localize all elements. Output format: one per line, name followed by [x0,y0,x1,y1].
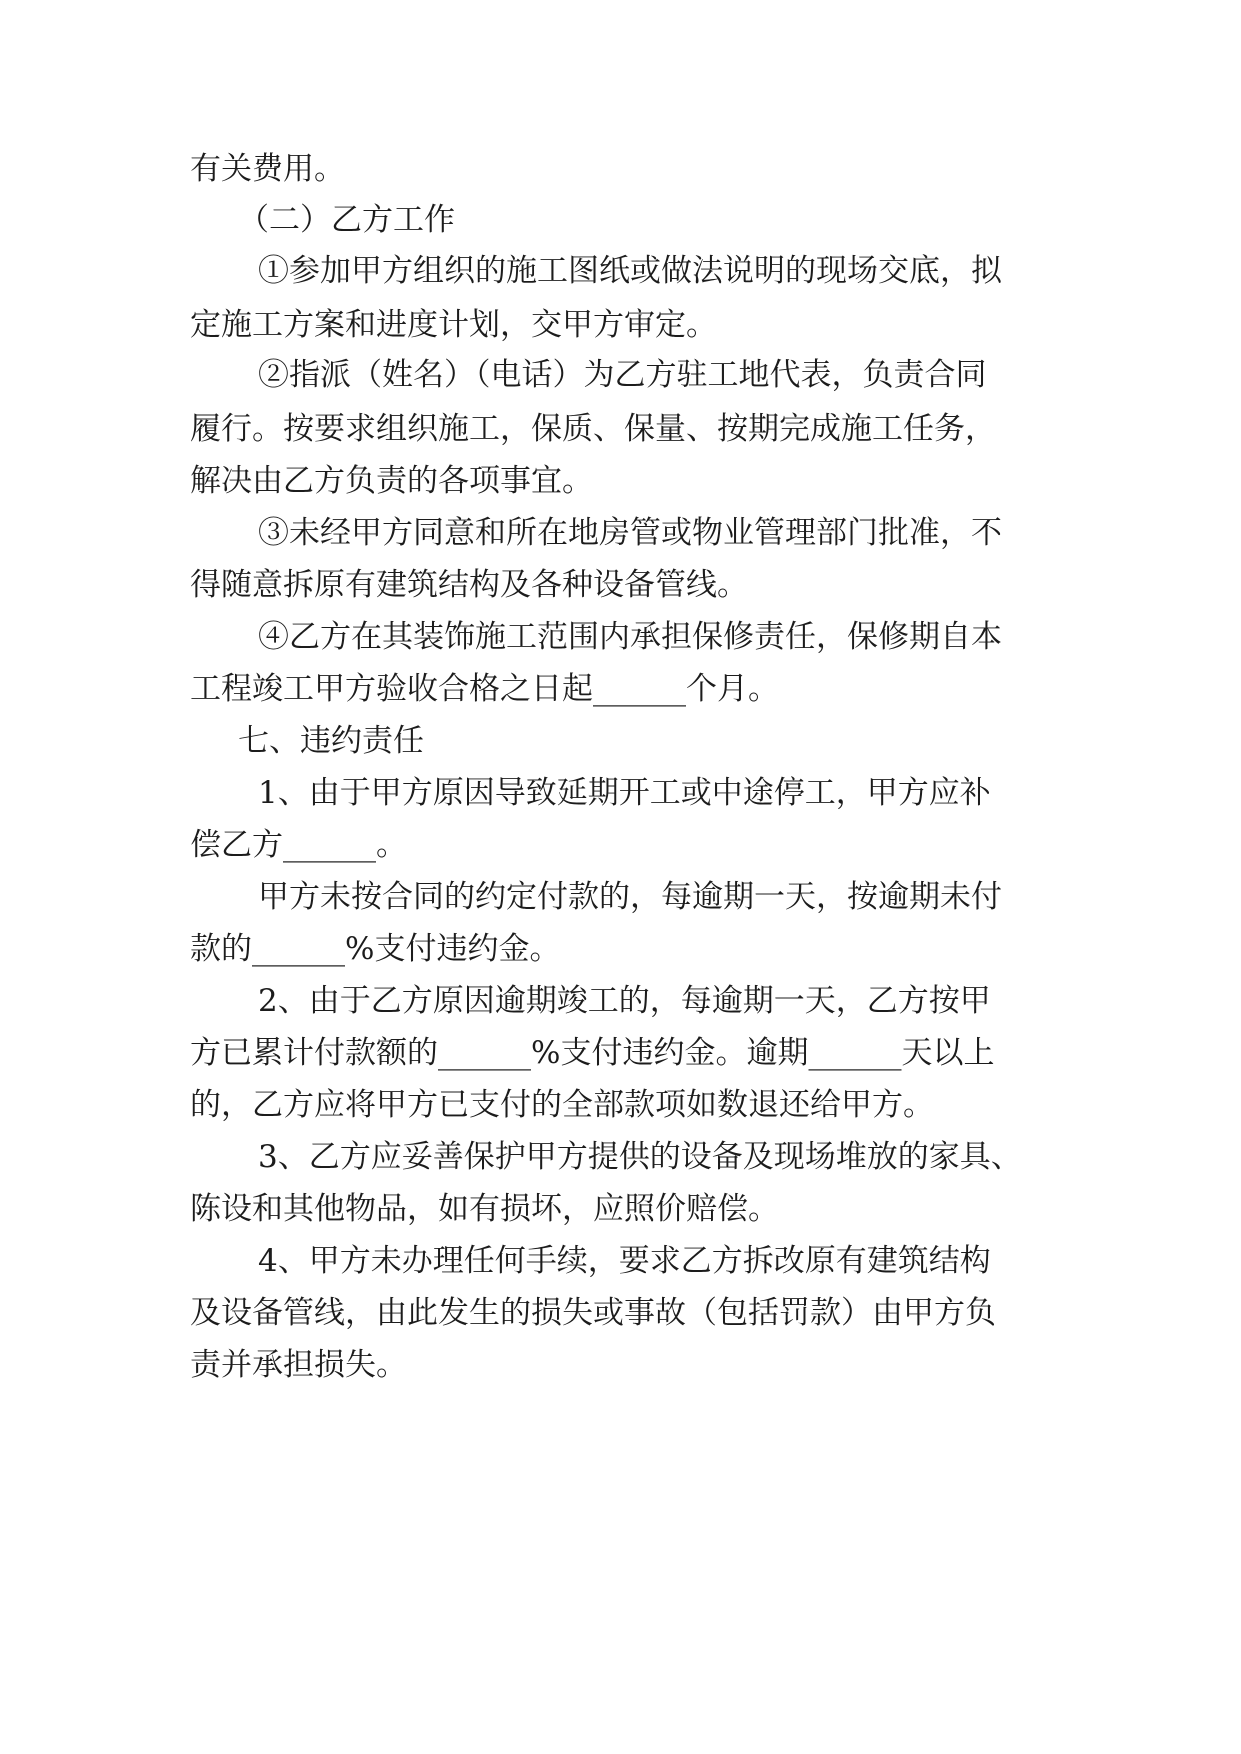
section-heading-breach-liability: 七、违约责任 [238,723,424,759]
text-line-11: 工程竣工甲方验收合格之日起______个月。 [190,671,779,707]
text-line-19: 的，乙方应将甲方已支付的全部款项如数退还给甲方。 [190,1087,934,1123]
text-line-16: 款的______%支付违约金。 [190,931,561,967]
section-heading-party-b-work: （二）乙方工作 [238,202,455,238]
text-line-6: 履行。按要求组织施工，保质、保量、按期完成施工任务， [190,411,996,447]
text-line-24: 责并承担损失。 [190,1347,407,1383]
text-line-3: ①参加甲方组织的施工图纸或做法说明的现场交底，拟 [258,253,1002,289]
text-line-15: 甲方未按合同的约定付款的，每逾期一天，按逾期未付 [258,879,1002,915]
text-line-20: 3、乙方应妥善保护甲方提供的设备及现场堆放的家具、 [258,1139,1022,1175]
text-line-23: 及设备管线，由此发生的损失或事故（包括罚款）由甲方负 [190,1295,996,1331]
text-line-22: 4、甲方未办理任何手续，要求乙方拆改原有建筑结构 [258,1243,991,1279]
text-line-4: 定施工方案和进度计划，交甲方审定。 [190,307,717,343]
text-line-10: ④乙方在其装饰施工范围内承担保修责任，保修期自本 [258,619,1002,655]
text-line-7: 解决由乙方负责的各项事宜。 [190,463,593,499]
text-line-17: 2、由于乙方原因逾期竣工的，每逾期一天，乙方按甲 [258,983,991,1019]
text-line-1: 有关费用。 [190,151,345,187]
text-line-18: 方已累计付款额的______%支付违约金。逾期______天以上 [190,1035,995,1071]
text-line-13: 1、由于甲方原因导致延期开工或中途停工，甲方应补 [258,775,991,811]
text-line-21: 陈设和其他物品，如有损坏，应照价赔偿。 [190,1191,779,1227]
text-line-8: ③未经甲方同意和所在地房管或物业管理部门批准，不 [258,515,1002,551]
text-line-14: 偿乙方______。 [190,827,407,863]
text-line-5: ②指派（姓名）（电话）为乙方驻工地代表，负责合同 [258,357,987,393]
text-line-9: 得随意拆原有建筑结构及各种设备管线。 [190,567,748,603]
